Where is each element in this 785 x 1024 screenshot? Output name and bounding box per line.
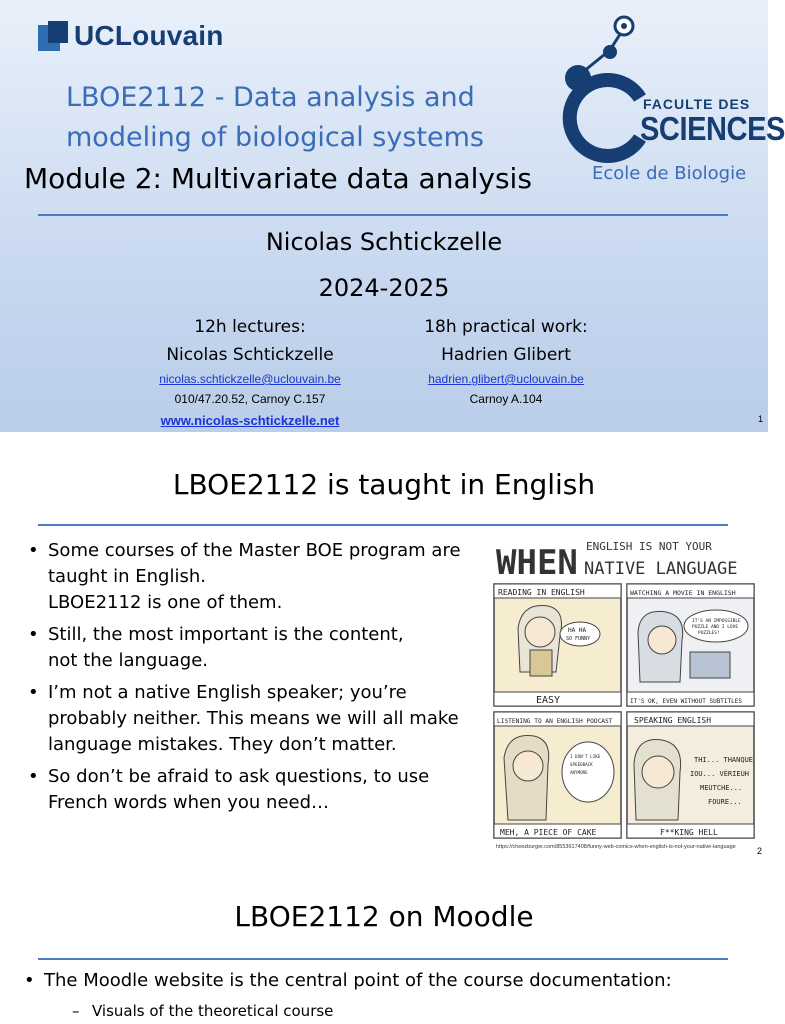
bullet-item — [26, 538, 476, 616]
comic-bubble-text: I DON'T LIKE — [570, 754, 601, 759]
comic-bubble-text: SPEEDBACK — [570, 762, 593, 767]
divider — [38, 524, 728, 526]
module-title: Module 2: Multivariate data analysis — [24, 162, 532, 195]
comic-panel-caption: MEH, A PIECE OF CAKE — [500, 828, 597, 837]
faculty-label: FACULTE DES — [643, 96, 751, 112]
comic-panel-caption: IT'S OK, EVEN WITHOUT SUBTITLES — [630, 698, 742, 705]
sciences-label: SCIENCES — [640, 110, 785, 147]
divider — [38, 958, 728, 960]
bullet-line: • Some courses of the Master BOE program are — [48, 540, 461, 561]
bullet-line: language mistakes. They don’t matter. — [48, 734, 397, 755]
lecturer-website-link[interactable]: www.nicolas-schtickzelle.net — [160, 413, 340, 428]
moodle-slide — [0, 864, 768, 1024]
page-number: 2 — [756, 846, 762, 856]
bullet-line: LBOE2112 is one of them. — [48, 592, 283, 613]
bullet-line: taught in English. — [48, 566, 206, 587]
slide-title: LBOE2112 is taught in English — [172, 468, 596, 501]
assistant-office: Carnoy A.104 — [469, 392, 543, 406]
comic-heading-top: ENGLISH IS NOT YOUR — [586, 540, 712, 553]
author-name: Nicolas Schtickzelle — [265, 228, 503, 256]
bullet-line: French words when you need… — [48, 792, 330, 813]
comic-panel-title: READING IN ENGLISH — [498, 588, 585, 597]
comic-bubble-text: THI... THANQUE — [694, 756, 754, 764]
school-name: Ecole de Biologie — [592, 163, 747, 184]
bullet-item — [26, 680, 476, 758]
comic-heading-bottom: NATIVE LANGUAGE — [584, 559, 738, 579]
comic-panel-title: WATCHING A MOVIE IN ENGLISH — [630, 589, 736, 597]
course-title — [66, 78, 536, 158]
course-title-line1: LBOE2112 - Data analysis and — [66, 82, 475, 113]
practical-work-column — [376, 314, 636, 410]
comic-bubble-text: PUZZLE AND I LOVE — [692, 625, 739, 630]
comic-bubble-text: MEUTCHE... — [700, 784, 743, 792]
comic-bubble-text: HA HA — [568, 627, 587, 634]
assistant-email-link[interactable]: hadrien.glibert@uclouvain.be — [428, 372, 584, 386]
comic-panel-caption: EASY — [536, 695, 561, 706]
divider — [38, 214, 728, 216]
course-title-line2: modeling of biological systems — [66, 122, 484, 153]
sub-bullet-item: – Visuals of the theoretical course — [92, 1002, 333, 1020]
comic-heading-when: WHEN — [496, 543, 578, 583]
comic-character-speaking — [634, 740, 681, 821]
comic-bubble-text: FOURE... — [708, 798, 742, 806]
comic-panel-title: SPEAKING ENGLISH — [634, 716, 712, 725]
academic-year: 2024-2025 — [318, 274, 450, 302]
lectures-column — [120, 314, 380, 432]
lectures-label: 12h lectures: — [194, 317, 306, 337]
assistant-name: Hadrien Glibert — [441, 345, 571, 365]
comic-source: https://cheezburger.com/8553617408/funny-web-comics-when-english-is-not-your-native-language — [496, 844, 736, 850]
bullet-line: • So don’t be afraid to ask questions, to use — [48, 766, 430, 787]
uclouvain-logo — [38, 20, 224, 52]
comic-bubble-text: IOU... VÉRIEUH — [690, 770, 750, 778]
uclouvain-wordmark: UCLouvain — [74, 20, 224, 51]
lecturer-name: Nicolas Schtickzelle — [166, 345, 334, 365]
english-slide — [0, 432, 768, 864]
comic-panel-caption: F**KING HELL — [660, 828, 718, 837]
bullet-list — [26, 538, 476, 822]
lecturer-email-link[interactable]: nicolas.schtickzelle@uclouvain.be — [159, 372, 341, 386]
bullet-item — [26, 764, 476, 816]
bullet-item — [26, 622, 476, 674]
bullet-line: not the language. — [48, 650, 208, 671]
bullet-line: • Still, the most important is the content, — [48, 624, 404, 645]
comic-image — [490, 532, 758, 846]
bullet-line: probably neither. This means we will all make — [48, 708, 459, 729]
bullet-item: • The Moodle website is the central point of the course documentation: — [44, 970, 672, 991]
lecturer-contact-info: 010/47.20.52, Carnoy C.157 — [174, 392, 326, 406]
comic-bubble-text: IT'S AN IMPOSSIBLE — [692, 619, 741, 624]
comic-bubble-text: PUZZLES! — [698, 631, 720, 636]
page-number: 1 — [757, 414, 763, 424]
comic-bubble-text: SO FUNNY — [566, 636, 591, 642]
bullet-line: • I’m not a native English speaker; you’re — [48, 682, 407, 703]
slide-title: LBOE2112 on Moodle — [234, 900, 534, 933]
uclouvain-mark-icon — [38, 21, 68, 51]
practical-work-label: 18h practical work: — [424, 317, 588, 337]
comic-panel-title: LISTENING TO AN ENGLISH PODCAST — [497, 718, 613, 725]
title-slide — [0, 0, 785, 432]
comic-bubble-text: ANYMORE — [570, 770, 588, 775]
